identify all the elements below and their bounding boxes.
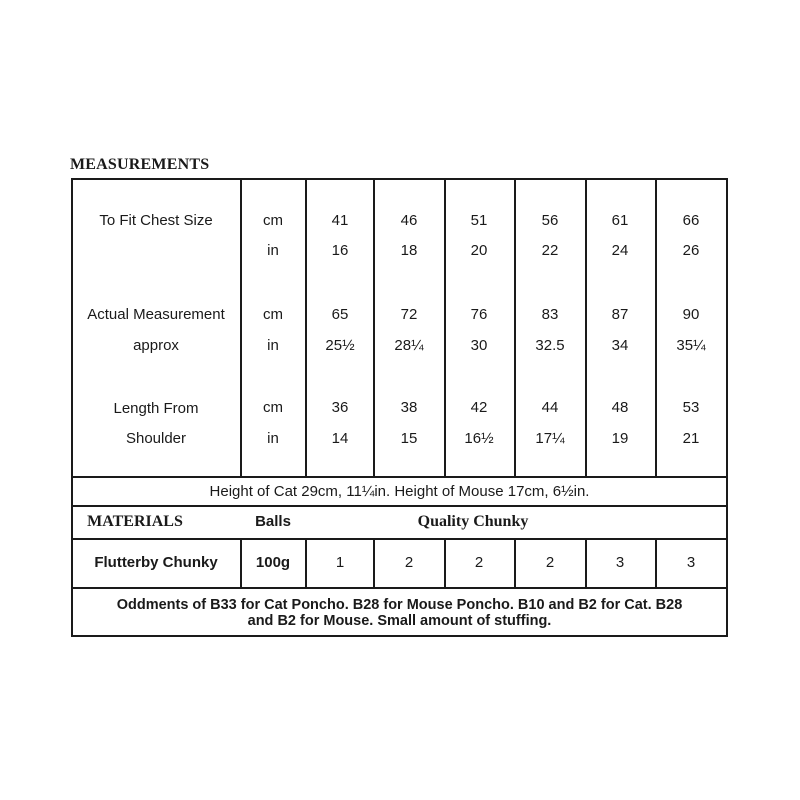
value-cell: 51 [470,212,488,229]
row-label: To Fit Chest Size [99,212,213,229]
value-cell: 90 [682,306,700,323]
value-cell: 22 [541,242,559,259]
measurements-heading: MEASUREMENTS [70,156,210,173]
col-divider [305,178,307,478]
row-label: approx [133,337,179,354]
value-cell: 36 [331,399,349,416]
footer-note-line1: Oddments of B33 for Cat Poncho. B28 for Mouse Poncho. B10 and B2 for Cat. B28 [116,597,683,613]
quantity-cell: 3 [686,554,696,571]
balls-label: Balls [255,513,291,530]
unit-in: in [267,430,279,447]
value-cell: 14 [331,430,349,447]
col-divider [240,178,242,478]
col-divider [373,538,375,589]
value-cell: 28¼ [394,337,424,354]
ball-weight: 100g [255,554,291,571]
table-border-left [71,178,73,637]
value-cell: 44 [541,399,559,416]
divider-after-height [71,505,728,507]
value-cell: 76 [470,306,488,323]
value-cell: 32.5 [535,337,565,354]
unit-cm: cm [263,212,283,229]
quantity-cell: 2 [404,554,414,571]
quantity-cell: 2 [474,554,484,571]
value-cell: 18 [400,242,418,259]
value-cell: 72 [400,306,418,323]
col-divider [514,178,516,478]
measurements-table [71,178,728,637]
col-divider [655,178,657,478]
footer-note-line2: and B2 for Mouse. Small amount of stuffing. [247,613,552,629]
col-divider [240,538,242,589]
value-cell: 16 [331,242,349,259]
col-divider [514,538,516,589]
quantity-cell: 1 [335,554,345,571]
unit-cm: cm [263,306,283,323]
value-cell: 38 [400,399,418,416]
quantity-cell: 3 [615,554,625,571]
value-cell: 24 [611,242,629,259]
value-cell: 87 [611,306,629,323]
divider-after-yarn-row [71,587,728,589]
table-border-top [71,178,728,180]
height-note: Height of Cat 29cm, 11¼in. Height of Mouse 17cm, 6½in. [209,483,590,500]
divider-after-measurements [71,476,728,478]
row-label: Length From [113,400,199,417]
table-border-right [726,178,728,637]
value-cell: 35¼ [676,337,706,354]
quality-label: Quality Chunky [417,513,529,530]
table-border-bottom [71,635,728,637]
value-cell: 17¼ [535,430,565,447]
value-cell: 46 [400,212,418,229]
unit-in: in [267,337,279,354]
materials-label: MATERIALS [87,513,183,530]
value-cell: 30 [470,337,488,354]
value-cell: 56 [541,212,559,229]
value-cell: 26 [682,242,700,259]
value-cell: 41 [331,212,349,229]
divider-after-materials-header [71,538,728,540]
col-divider [373,178,375,478]
col-divider [585,538,587,589]
value-cell: 65 [331,306,349,323]
row-label: Actual Measurement [87,306,225,323]
col-divider [655,538,657,589]
value-cell: 20 [470,242,488,259]
col-divider [444,538,446,589]
value-cell: 48 [611,399,629,416]
value-cell: 25½ [325,337,355,354]
col-divider [444,178,446,478]
unit-in: in [267,242,279,259]
col-divider [585,178,587,478]
value-cell: 83 [541,306,559,323]
value-cell: 16½ [464,430,494,447]
yarn-name: Flutterby Chunky [94,554,218,571]
value-cell: 42 [470,399,488,416]
value-cell: 34 [611,337,629,354]
value-cell: 61 [611,212,629,229]
col-divider [305,538,307,589]
row-label: Shoulder [125,430,187,447]
value-cell: 53 [682,399,700,416]
value-cell: 19 [611,430,629,447]
value-cell: 15 [400,430,418,447]
value-cell: 66 [682,212,700,229]
value-cell: 21 [682,430,700,447]
unit-cm: cm [263,399,283,416]
quantity-cell: 2 [545,554,555,571]
